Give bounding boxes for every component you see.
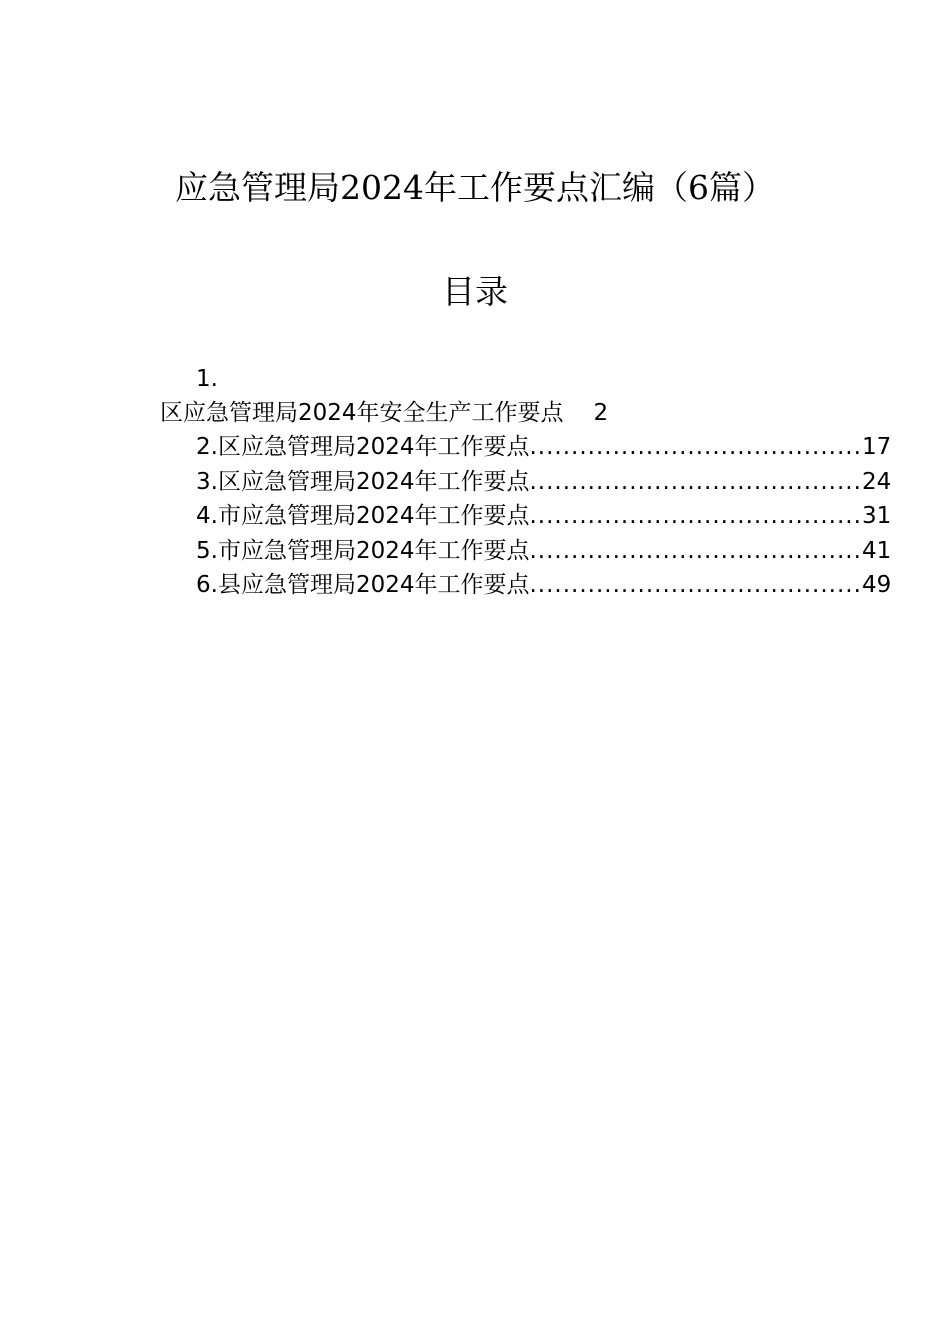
toc-leader-dots: ........................................	[529, 469, 862, 495]
toc-entry-1-number[interactable]: 1.	[196, 366, 218, 392]
toc-entry-page: 31	[861, 503, 892, 529]
title-suffix: 年工作要点汇编（	[423, 168, 688, 207]
toc-leader-dots: ........................................	[529, 503, 862, 529]
title-year: 2024	[340, 168, 424, 207]
toc-entry-3[interactable]	[196, 467, 892, 497]
title-end: 篇）	[708, 168, 775, 207]
toc-entry-title: 6.县应急管理局2024年工作要点	[196, 572, 530, 598]
toc-entry-page: 49	[861, 572, 892, 598]
toc-entry-4[interactable]	[196, 501, 892, 531]
toc-entry-title: 4.市应急管理局2024年工作要点	[196, 503, 530, 529]
toc-entry-5[interactable]	[196, 536, 892, 566]
toc-leader-dots: ........................................	[529, 538, 862, 564]
toc-entry-1[interactable]	[160, 398, 608, 428]
toc-entry-2[interactable]	[196, 432, 892, 462]
toc-entry-title: 2.区应急管理局2024年工作要点	[196, 434, 530, 460]
toc-entry-page: 24	[861, 469, 892, 495]
toc-entry-1-title: 区应急管理局2024年安全生产工作要点	[160, 400, 564, 426]
toc-entry-page: 17	[861, 434, 892, 460]
toc-leader-dots: ........................................	[529, 572, 862, 598]
toc-entry-title: 3.区应急管理局2024年工作要点	[196, 469, 530, 495]
toc-leader-dots: ........................................	[529, 434, 862, 460]
toc-entry-6[interactable]	[196, 570, 892, 600]
title-prefix: 应急管理局	[175, 168, 340, 207]
toc-entry-page: 41	[861, 538, 892, 564]
toc-entry-1-page: 2	[593, 400, 609, 426]
title-count: 6	[687, 168, 709, 207]
toc-heading: 目录	[442, 272, 508, 311]
toc-entry-title: 5.市应急管理局2024年工作要点	[196, 538, 530, 564]
table-of-contents	[0, 0, 950, 620]
